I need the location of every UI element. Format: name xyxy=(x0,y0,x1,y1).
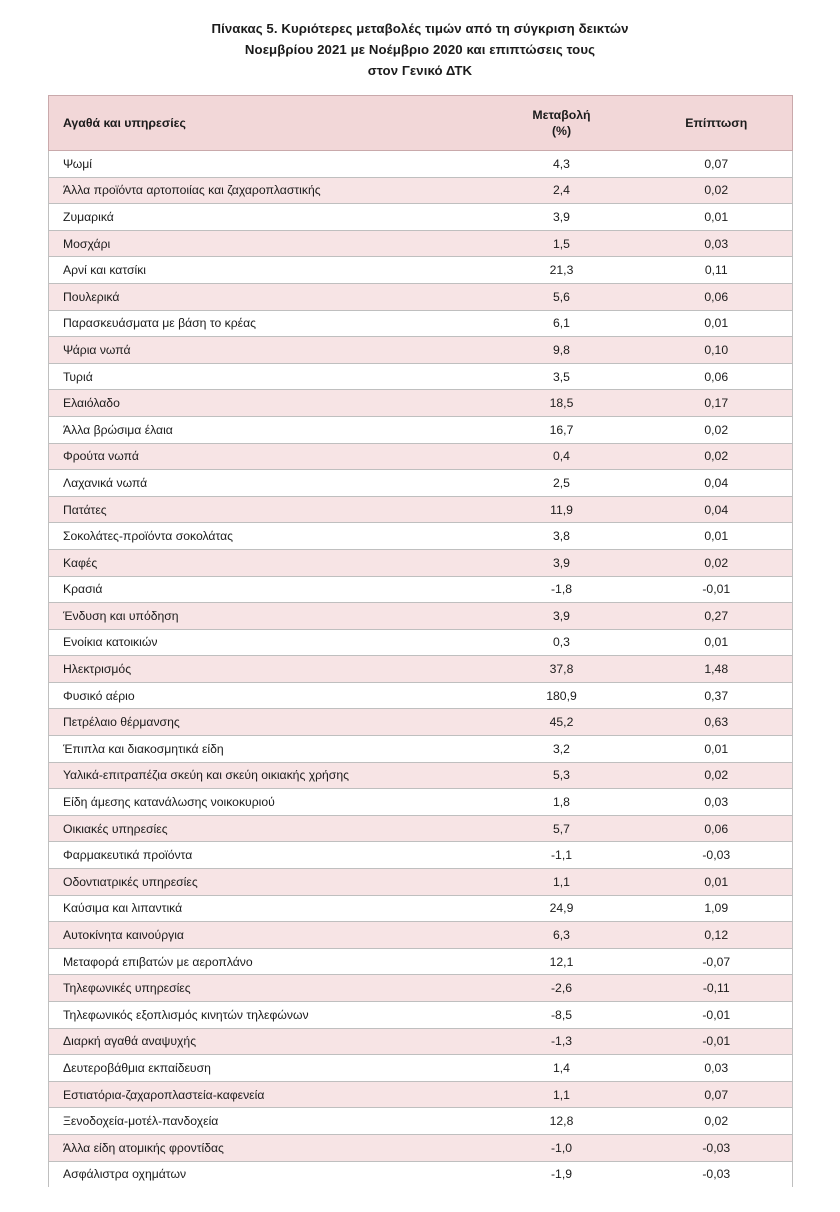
cell-goods: Μοσχάρι xyxy=(49,230,479,257)
cell-goods: Τηλεφωνικός εξοπλισμός κινητών τηλεφώνων xyxy=(49,1002,479,1029)
table-row xyxy=(49,815,793,842)
table-row xyxy=(49,895,793,922)
cell-impact: 0,37 xyxy=(645,682,793,709)
cell-change: 1,1 xyxy=(479,1081,645,1108)
cell-change: 37,8 xyxy=(479,656,645,683)
cell-goods: Αρνί και κατσίκι xyxy=(49,257,479,284)
cell-change: 45,2 xyxy=(479,709,645,736)
cell-goods: Εστιατόρια-ζαχαροπλαστεία-καφενεία xyxy=(49,1081,479,1108)
cell-impact: -0,03 xyxy=(645,1161,793,1187)
cell-goods: Ψάρια νωπά xyxy=(49,337,479,364)
cell-goods: Ξενοδοχεία-μοτέλ-πανδοχεία xyxy=(49,1108,479,1135)
table-row xyxy=(49,1161,793,1187)
page-title xyxy=(48,18,792,81)
cell-goods: Ασφάλιστρα οχημάτων xyxy=(49,1161,479,1187)
cell-impact: 0,07 xyxy=(645,1081,793,1108)
cell-impact: 0,17 xyxy=(645,390,793,417)
column-header-change-main: Μεταβολή xyxy=(532,108,591,122)
cell-change: 12,1 xyxy=(479,948,645,975)
cell-goods: Αυτοκίνητα καινούργια xyxy=(49,922,479,949)
table-row xyxy=(49,151,793,178)
cell-goods: Φαρμακευτικά προϊόντα xyxy=(49,842,479,869)
cell-goods: Ψωμί xyxy=(49,151,479,178)
cell-impact: -0,01 xyxy=(645,1002,793,1029)
cell-goods: Καφές xyxy=(49,549,479,576)
cell-impact: -0,01 xyxy=(645,576,793,603)
cell-impact: 1,09 xyxy=(645,895,793,922)
cell-goods: Είδη άμεσης κατανάλωσης νοικοκυριού xyxy=(49,789,479,816)
cell-change: 9,8 xyxy=(479,337,645,364)
cell-change: 6,3 xyxy=(479,922,645,949)
table-row xyxy=(49,842,793,869)
page-title-line-2: Νοεμβρίου 2021 με Νοέμβριο 2020 και επιπτώσεις τους xyxy=(244,42,596,57)
cell-goods: Ένδυση και υπόδηση xyxy=(49,603,479,630)
cell-change: 6,1 xyxy=(479,310,645,337)
table-row xyxy=(49,257,793,284)
cell-impact: 0,01 xyxy=(645,204,793,231)
cell-change: -1,8 xyxy=(479,576,645,603)
cell-impact: 0,10 xyxy=(645,337,793,364)
cell-impact: -0,11 xyxy=(645,975,793,1002)
cell-impact: 0,27 xyxy=(645,603,793,630)
cell-goods: Καύσιμα και λιπαντικά xyxy=(49,895,479,922)
cell-change: 0,3 xyxy=(479,629,645,656)
column-header-goods: Αγαθά και υπηρεσίες xyxy=(49,96,479,151)
cell-change: 5,3 xyxy=(479,762,645,789)
table-row xyxy=(49,523,793,550)
table-row xyxy=(49,390,793,417)
cell-change: 3,9 xyxy=(479,603,645,630)
cell-change: 24,9 xyxy=(479,895,645,922)
cell-change: 0,4 xyxy=(479,443,645,470)
cell-change: 3,8 xyxy=(479,523,645,550)
cell-change: 1,4 xyxy=(479,1055,645,1082)
cell-impact: -0,03 xyxy=(645,842,793,869)
cell-impact: 0,06 xyxy=(645,815,793,842)
table-row xyxy=(49,337,793,364)
cell-impact: 0,11 xyxy=(645,257,793,284)
cell-change: 2,4 xyxy=(479,177,645,204)
cell-goods: Μεταφορά επιβατών με αεροπλάνο xyxy=(49,948,479,975)
cell-goods: Κρασιά xyxy=(49,576,479,603)
table-row xyxy=(49,204,793,231)
cell-change: 3,5 xyxy=(479,363,645,390)
cell-impact: 0,06 xyxy=(645,283,793,310)
cell-goods: Πουλερικά xyxy=(49,283,479,310)
table-row xyxy=(49,948,793,975)
cell-change: -1,9 xyxy=(479,1161,645,1187)
table-row xyxy=(49,1002,793,1029)
cell-change: 3,2 xyxy=(479,736,645,763)
cell-goods: Άλλα προϊόντα αρτοποιίας και ζαχαροπλαστικής xyxy=(49,177,479,204)
table-row xyxy=(49,363,793,390)
cell-change: 21,3 xyxy=(479,257,645,284)
cell-goods: Άλλα είδη ατομικής φροντίδας xyxy=(49,1134,479,1161)
cell-goods: Άλλα βρώσιμα έλαια xyxy=(49,416,479,443)
table-row xyxy=(49,496,793,523)
cell-goods: Τυριά xyxy=(49,363,479,390)
table-row xyxy=(49,762,793,789)
cell-impact: 0,02 xyxy=(645,416,793,443)
cell-goods: Ζυμαρικά xyxy=(49,204,479,231)
cell-change: -1,1 xyxy=(479,842,645,869)
cell-goods: Πατάτες xyxy=(49,496,479,523)
cell-goods: Σοκολάτες-προϊόντα σοκολάτας xyxy=(49,523,479,550)
table-row xyxy=(49,177,793,204)
cell-change: -1,0 xyxy=(479,1134,645,1161)
table-row xyxy=(49,629,793,656)
cell-impact: 0,63 xyxy=(645,709,793,736)
cell-change: 16,7 xyxy=(479,416,645,443)
cell-impact: 0,03 xyxy=(645,230,793,257)
table-row xyxy=(49,736,793,763)
table-row xyxy=(49,709,793,736)
cell-impact: 0,01 xyxy=(645,310,793,337)
cell-change: 1,5 xyxy=(479,230,645,257)
cell-change: 18,5 xyxy=(479,390,645,417)
cell-impact: -0,01 xyxy=(645,1028,793,1055)
cell-change: 2,5 xyxy=(479,470,645,497)
cell-change: 5,6 xyxy=(479,283,645,310)
cell-goods: Οικιακές υπηρεσίες xyxy=(49,815,479,842)
cell-change: 180,9 xyxy=(479,682,645,709)
cell-change: -1,3 xyxy=(479,1028,645,1055)
cell-impact: 0,02 xyxy=(645,443,793,470)
table-row xyxy=(49,1055,793,1082)
table-body xyxy=(49,151,793,1188)
table-row xyxy=(49,1108,793,1135)
table-header-row xyxy=(49,96,793,151)
table-row xyxy=(49,656,793,683)
table-row xyxy=(49,1028,793,1055)
cell-change: -2,6 xyxy=(479,975,645,1002)
cell-impact: 0,04 xyxy=(645,470,793,497)
cell-change: 3,9 xyxy=(479,204,645,231)
table-row xyxy=(49,443,793,470)
table-row xyxy=(49,283,793,310)
cell-change: 5,7 xyxy=(479,815,645,842)
cell-impact: 0,02 xyxy=(645,549,793,576)
cell-change: 12,8 xyxy=(479,1108,645,1135)
table-row xyxy=(49,549,793,576)
cell-goods: Ελαιόλαδο xyxy=(49,390,479,417)
table-row xyxy=(49,603,793,630)
page-title-line-3: στον Γενικό ΔΤΚ xyxy=(367,63,473,78)
cell-impact: 0,02 xyxy=(645,762,793,789)
cell-goods: Ηλεκτρισμός xyxy=(49,656,479,683)
column-header-impact: Επίπτωση xyxy=(645,96,793,151)
cell-impact: 0,12 xyxy=(645,922,793,949)
table-row xyxy=(49,576,793,603)
cell-goods: Τηλεφωνικές υπηρεσίες xyxy=(49,975,479,1002)
cell-impact: 0,06 xyxy=(645,363,793,390)
table-row xyxy=(49,470,793,497)
cell-goods: Φρούτα νωπά xyxy=(49,443,479,470)
cell-change: 1,1 xyxy=(479,869,645,896)
table-row xyxy=(49,310,793,337)
table-row xyxy=(49,682,793,709)
cell-impact: 0,03 xyxy=(645,789,793,816)
cell-goods: Οδοντιατρικές υπηρεσίες xyxy=(49,869,479,896)
cell-goods: Υαλικά-επιτραπέζια σκεύη και σκεύη οικιακής χρήσης xyxy=(49,762,479,789)
column-header-change xyxy=(479,96,645,151)
table-row xyxy=(49,975,793,1002)
price-change-table xyxy=(48,95,793,1187)
cell-impact: 0,02 xyxy=(645,177,793,204)
cell-impact: -0,07 xyxy=(645,948,793,975)
cell-impact: 0,04 xyxy=(645,496,793,523)
cell-impact: 1,48 xyxy=(645,656,793,683)
table-row xyxy=(49,230,793,257)
cell-change: 3,9 xyxy=(479,549,645,576)
table-row xyxy=(49,1134,793,1161)
table-row xyxy=(49,416,793,443)
cell-change: -8,5 xyxy=(479,1002,645,1029)
cell-change: 4,3 xyxy=(479,151,645,178)
cell-goods: Ενοίκια κατοικιών xyxy=(49,629,479,656)
cell-impact: 0,01 xyxy=(645,736,793,763)
cell-impact: 0,01 xyxy=(645,523,793,550)
cell-impact: 0,01 xyxy=(645,869,793,896)
cell-goods: Παρασκευάσματα με βάση το κρέας xyxy=(49,310,479,337)
cell-change: 1,8 xyxy=(479,789,645,816)
cell-impact: -0,03 xyxy=(645,1134,793,1161)
table-row xyxy=(49,922,793,949)
cell-goods: Φυσικό αέριο xyxy=(49,682,479,709)
cell-goods: Πετρέλαιο θέρμανσης xyxy=(49,709,479,736)
cell-impact: 0,02 xyxy=(645,1108,793,1135)
table-header xyxy=(49,96,793,151)
cell-goods: Δευτεροβάθμια εκπαίδευση xyxy=(49,1055,479,1082)
cell-goods: Διαρκή αγαθά αναψυχής xyxy=(49,1028,479,1055)
cell-goods: Έπιπλα και διακοσμητικά είδη xyxy=(49,736,479,763)
cell-goods: Λαχανικά νωπά xyxy=(49,470,479,497)
page-title-line-1: Πίνακας 5. Κυριότερες μεταβολές τιμών από τη σύγκριση δεικτών xyxy=(211,21,629,36)
cell-impact: 0,01 xyxy=(645,629,793,656)
cell-impact: 0,03 xyxy=(645,1055,793,1082)
table-row xyxy=(49,789,793,816)
table-row xyxy=(49,1081,793,1108)
column-header-change-unit: (%) xyxy=(551,124,572,138)
table-row xyxy=(49,869,793,896)
cell-change: 11,9 xyxy=(479,496,645,523)
cell-impact: 0,07 xyxy=(645,151,793,178)
